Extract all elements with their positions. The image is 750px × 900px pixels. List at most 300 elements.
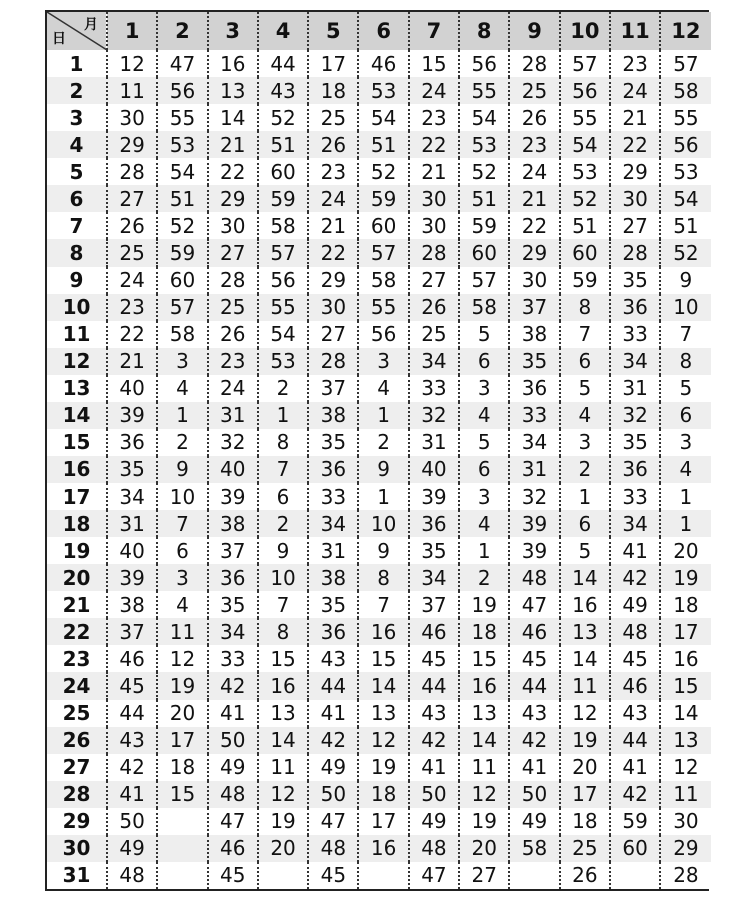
value-cell: 52 [459,158,509,185]
day-label: 2 [47,77,107,104]
value-cell: 10 [157,483,207,510]
value-cell: 36 [308,456,358,483]
value-cell: 1 [560,483,610,510]
calendar-number-table [45,10,709,891]
value-cell: 59 [258,185,308,212]
value-cell: 41 [409,754,459,781]
day-label: 26 [47,727,107,754]
value-cell: 42 [208,672,258,699]
value-cell: 40 [208,456,258,483]
table-row [47,862,711,889]
value-cell: 16 [560,591,610,618]
table-row [47,700,711,727]
value-cell: 47 [208,808,258,835]
value-cell: 33 [409,375,459,402]
value-cell: 31 [107,510,157,537]
value-cell: 47 [409,862,459,889]
value-cell: 18 [358,781,408,808]
value-cell: 42 [509,727,559,754]
value-cell: 11 [157,618,207,645]
value-cell: 1 [358,402,408,429]
value-cell: 22 [610,131,660,158]
value-cell: 43 [409,700,459,727]
value-cell: 21 [308,212,358,239]
value-cell: 14 [459,727,509,754]
value-cell: 36 [509,375,559,402]
value-cell: 55 [459,77,509,104]
value-cell: 54 [560,131,610,158]
value-cell: 56 [459,50,509,77]
value-cell: 51 [157,185,207,212]
value-cell: 23 [409,104,459,131]
value-cell: 37 [308,375,358,402]
value-cell: 46 [509,618,559,645]
value-cell: 21 [610,104,660,131]
value-cell: 1 [660,510,710,537]
value-cell: 42 [610,564,660,591]
value-cell: 19 [459,808,509,835]
day-label: 29 [47,808,107,835]
day-label: 13 [47,375,107,402]
value-cell: 49 [509,808,559,835]
value-cell: 15 [358,645,408,672]
value-cell: 28 [509,50,559,77]
value-cell: 7 [157,510,207,537]
value-cell: 4 [560,402,610,429]
value-cell: 34 [610,510,660,537]
value-cell: 5 [560,375,610,402]
value-cell: 7 [258,456,308,483]
value-cell: 11 [107,77,157,104]
value-cell: 41 [610,754,660,781]
value-cell: 12 [560,700,610,727]
value-cell: 4 [157,591,207,618]
value-cell: 48 [308,835,358,862]
value-cell: 50 [107,808,157,835]
value-cell: 6 [157,537,207,564]
value-cell: 21 [409,158,459,185]
value-cell: 51 [358,131,408,158]
value-cell: 27 [208,239,258,266]
value-cell: 9 [660,267,710,294]
value-cell: 48 [409,835,459,862]
value-cell: 24 [308,185,358,212]
month-header: 2 [157,12,207,50]
value-cell: 34 [208,618,258,645]
day-label: 15 [47,429,107,456]
value-cell: 12 [157,645,207,672]
value-cell: 5 [660,375,710,402]
value-cell: 7 [560,321,610,348]
table-row [47,537,711,564]
day-label: 25 [47,700,107,727]
value-cell: 26 [107,212,157,239]
value-cell: 41 [107,781,157,808]
value-cell: 14 [258,727,308,754]
grid-body [47,50,711,889]
value-cell: 46 [610,672,660,699]
value-cell: 14 [208,104,258,131]
value-cell: 36 [610,294,660,321]
value-cell: 40 [409,456,459,483]
value-cell: 30 [660,808,710,835]
value-cell: 43 [258,77,308,104]
value-cell: 20 [258,835,308,862]
value-cell: 23 [509,131,559,158]
value-cell: 33 [509,402,559,429]
corner-cell [47,12,107,50]
value-cell: 37 [509,294,559,321]
value-cell: 52 [258,104,308,131]
value-cell: 32 [409,402,459,429]
value-cell: 30 [409,212,459,239]
value-cell: 60 [459,239,509,266]
value-cell: 57 [157,294,207,321]
value-cell: 21 [509,185,559,212]
value-cell: 53 [358,77,408,104]
value-cell: 56 [660,131,710,158]
table-row [47,754,711,781]
day-label: 27 [47,754,107,781]
value-cell: 34 [308,510,358,537]
table-row [47,348,711,375]
value-cell: 54 [258,321,308,348]
value-cell: 58 [509,835,559,862]
value-cell: 19 [157,672,207,699]
value-cell: 4 [459,510,509,537]
value-cell: 28 [610,239,660,266]
value-cell: 39 [509,537,559,564]
value-cell: 25 [208,294,258,321]
value-cell: 20 [560,754,610,781]
value-cell: 51 [459,185,509,212]
value-cell: 14 [358,672,408,699]
value-cell: 50 [509,781,559,808]
value-cell: 35 [107,456,157,483]
value-cell: 39 [509,510,559,537]
value-cell: 35 [610,429,660,456]
value-cell: 52 [157,212,207,239]
value-cell: 51 [560,212,610,239]
table-row [47,239,711,266]
table-row [47,50,711,77]
day-label: 7 [47,212,107,239]
value-cell: 35 [509,348,559,375]
value-cell: 4 [358,375,408,402]
value-cell: 23 [610,50,660,77]
value-cell: 60 [258,158,308,185]
value-cell: 53 [157,131,207,158]
value-cell: 20 [660,537,710,564]
value-cell: 34 [509,429,559,456]
value-cell: 13 [560,618,610,645]
value-cell: 38 [208,510,258,537]
value-cell: 24 [409,77,459,104]
value-cell: 33 [610,321,660,348]
value-cell: 45 [308,862,358,889]
value-cell: 49 [208,754,258,781]
value-cell: 55 [157,104,207,131]
value-cell: 44 [509,672,559,699]
value-cell: 37 [409,591,459,618]
day-label: 4 [47,131,107,158]
value-cell: 32 [610,402,660,429]
value-cell: 45 [409,645,459,672]
value-cell: 2 [258,375,308,402]
value-cell: 1 [258,402,308,429]
value-cell: 29 [107,131,157,158]
value-cell: 17 [358,808,408,835]
value-cell: 11 [459,754,509,781]
table-row [47,185,711,212]
value-cell: 55 [258,294,308,321]
value-cell: 45 [509,645,559,672]
value-cell: 23 [107,294,157,321]
value-cell: 13 [459,700,509,727]
value-cell: 25 [107,239,157,266]
value-cell: 51 [258,131,308,158]
value-cell: 14 [560,564,610,591]
value-cell: 36 [208,564,258,591]
value-cell: 27 [308,321,358,348]
value-cell [509,862,559,889]
value-cell: 44 [409,672,459,699]
value-cell: 28 [107,158,157,185]
value-cell: 42 [409,727,459,754]
table-row [47,104,711,131]
value-cell: 13 [358,700,408,727]
value-cell: 34 [107,483,157,510]
value-cell: 19 [358,754,408,781]
value-cell: 6 [459,348,509,375]
table-row [47,267,711,294]
value-cell: 53 [660,158,710,185]
value-cell: 34 [610,348,660,375]
value-cell: 41 [610,537,660,564]
value-cell: 35 [308,591,358,618]
value-cell: 25 [308,104,358,131]
value-cell: 22 [509,212,559,239]
value-cell: 50 [208,727,258,754]
value-cell: 2 [258,510,308,537]
value-cell: 39 [107,564,157,591]
value-cell: 47 [509,591,559,618]
value-cell: 26 [308,131,358,158]
value-cell: 8 [258,618,308,645]
value-cell: 42 [610,781,660,808]
value-cell: 56 [560,77,610,104]
value-cell: 29 [660,835,710,862]
value-cell: 57 [660,50,710,77]
value-cell: 26 [509,104,559,131]
month-header: 5 [308,12,358,50]
day-label: 1 [47,50,107,77]
value-cell: 3 [157,348,207,375]
value-cell: 58 [459,294,509,321]
value-cell: 5 [459,321,509,348]
value-cell: 59 [560,267,610,294]
table-row [47,835,711,862]
value-cell: 15 [409,50,459,77]
value-cell: 58 [660,77,710,104]
value-cell: 43 [107,727,157,754]
value-cell: 7 [358,591,408,618]
day-label: 20 [47,564,107,591]
value-cell: 59 [610,808,660,835]
value-cell: 24 [107,267,157,294]
value-cell: 30 [308,294,358,321]
value-cell: 60 [610,835,660,862]
value-cell: 13 [660,727,710,754]
value-cell: 30 [409,185,459,212]
value-cell: 44 [308,672,358,699]
value-cell: 18 [157,754,207,781]
day-label: 31 [47,862,107,889]
value-cell: 52 [660,239,710,266]
day-label: 19 [47,537,107,564]
day-label: 23 [47,645,107,672]
value-cell: 4 [660,456,710,483]
value-cell: 3 [660,429,710,456]
value-cell: 45 [107,672,157,699]
table-row [47,321,711,348]
value-cell: 36 [610,456,660,483]
value-cell: 41 [308,700,358,727]
day-label: 22 [47,618,107,645]
value-cell: 20 [157,700,207,727]
value-cell: 3 [358,348,408,375]
table-row [47,456,711,483]
table-row [47,645,711,672]
value-cell: 4 [157,375,207,402]
value-cell: 50 [308,781,358,808]
value-cell: 54 [459,104,509,131]
value-cell: 54 [157,158,207,185]
value-cell: 59 [459,212,509,239]
table-row [47,131,711,158]
value-cell: 18 [308,77,358,104]
value-cell: 28 [409,239,459,266]
value-cell: 12 [358,727,408,754]
value-cell: 52 [560,185,610,212]
value-cell: 29 [610,158,660,185]
value-cell: 38 [509,321,559,348]
value-cell: 35 [308,429,358,456]
value-cell: 16 [258,672,308,699]
month-header: 7 [409,12,459,50]
value-cell: 57 [459,267,509,294]
table-row [47,618,711,645]
value-cell: 31 [610,375,660,402]
month-header: 9 [509,12,559,50]
value-cell: 37 [208,537,258,564]
value-cell: 31 [509,456,559,483]
value-cell: 47 [308,808,358,835]
value-cell: 53 [459,131,509,158]
value-cell: 56 [157,77,207,104]
value-cell: 19 [660,564,710,591]
value-cell: 48 [509,564,559,591]
value-cell [258,862,308,889]
value-cell: 18 [660,591,710,618]
value-cell: 3 [157,564,207,591]
value-cell: 6 [258,483,308,510]
value-cell: 38 [107,591,157,618]
value-cell: 45 [208,862,258,889]
value-cell: 5 [560,537,610,564]
value-cell: 3 [560,429,610,456]
value-cell: 33 [208,645,258,672]
value-cell: 44 [258,50,308,77]
value-cell: 32 [509,483,559,510]
value-cell: 43 [509,700,559,727]
value-cell: 6 [660,402,710,429]
value-cell: 21 [208,131,258,158]
day-label: 12 [47,348,107,375]
value-cell: 6 [459,456,509,483]
value-cell: 12 [459,781,509,808]
value-cell: 13 [208,77,258,104]
value-cell: 29 [509,239,559,266]
value-cell: 31 [409,429,459,456]
value-cell: 57 [560,50,610,77]
month-header: 10 [560,12,610,50]
value-cell: 9 [358,456,408,483]
value-cell: 26 [409,294,459,321]
table-row [47,483,711,510]
value-cell: 31 [208,402,258,429]
table-row [47,808,711,835]
value-cell: 27 [610,212,660,239]
value-cell: 50 [409,781,459,808]
value-cell [358,862,408,889]
value-cell: 8 [660,348,710,375]
value-cell: 57 [258,239,308,266]
value-cell: 24 [610,77,660,104]
value-cell: 7 [660,321,710,348]
value-cell: 18 [459,618,509,645]
value-cell: 36 [308,618,358,645]
value-cell: 12 [660,754,710,781]
value-cell: 45 [610,645,660,672]
value-cell: 55 [560,104,610,131]
value-cell: 3 [459,375,509,402]
value-cell: 38 [308,564,358,591]
value-cell: 13 [258,700,308,727]
day-label: 3 [47,104,107,131]
value-cell: 8 [560,294,610,321]
value-cell: 36 [107,429,157,456]
month-header: 8 [459,12,509,50]
value-cell: 16 [660,645,710,672]
value-cell: 39 [409,483,459,510]
value-cell: 16 [459,672,509,699]
day-label: 6 [47,185,107,212]
table-row [47,77,711,104]
value-cell [610,862,660,889]
day-axis-label: 日 [52,31,66,47]
day-label: 11 [47,321,107,348]
table-row [47,781,711,808]
value-cell: 46 [208,835,258,862]
value-cell: 48 [107,862,157,889]
day-label: 18 [47,510,107,537]
month-header: 1 [107,12,157,50]
value-cell: 52 [358,158,408,185]
value-cell: 30 [107,104,157,131]
value-cell: 32 [208,429,258,456]
value-cell: 44 [107,700,157,727]
